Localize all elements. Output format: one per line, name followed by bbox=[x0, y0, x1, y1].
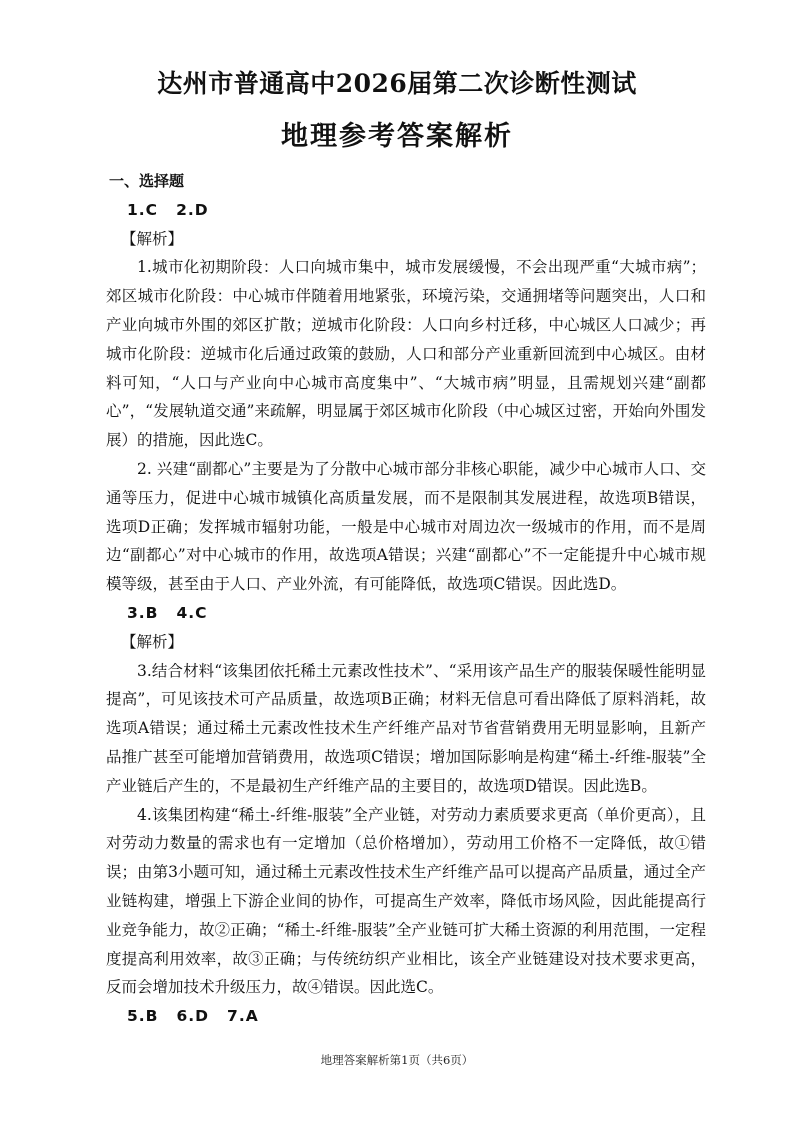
explanation-paragraph: 1.城市化初期阶段：人口向城市集中，城市发展缓慢，不会出现严重“大城市病”；郊区城市化阶段：中心城市伴随着用地紧张，环境污染，交通拥堵等问题突出，人口和产业向城市外围的郊区扩散；逆城市化阶段：人口向乡村迁移，中心城区人口减少；再城市化阶段：逆城市化后通过政策的鼓励，人口和部分产业重新回流到中心城区。由材料可知，“人口与产业向中心城市高度集中”、“大城市病”明显，且需规划兴建“副都心”，“发展轨道交通”来疏解，明显属于郊区城市化阶段（中心城区过密，开始向外围发展）的措施，因此选C。 bbox=[106, 258, 706, 450]
exam-title: 达州市普通高中2026届第二次诊断性测试 bbox=[157, 69, 637, 98]
answer-key: 1.C bbox=[127, 200, 159, 219]
answer-key: 6.D bbox=[176, 1007, 210, 1026]
document-body bbox=[106, 167, 706, 1031]
answer-line bbox=[106, 599, 706, 628]
answer-key: 7.A bbox=[227, 1007, 259, 1026]
document-subtitle: 地理参考答案解析 bbox=[281, 121, 513, 152]
answer-line bbox=[106, 1002, 706, 1031]
page-footer: 地理答案解析第1页（共6页） bbox=[320, 1053, 474, 1067]
explanation-paragraph: 2. 兴建“副都心”主要是为了分散中心城市部分非核心职能，减少中心城市人口、交通等压力，促进中心城市城镇化高质量发展，而不是限制其发展进程，故选项B错误，选项D正确；发挥城市辐射功能，一般是中心城市对周边次一级城市的作用，而不是周边“副都心”对中心城市的作用，故选项A错误；兴建“副都心”不一定能提升中心城市规模等级，甚至由于人口、产业外流，有可能降低，故选项C错误。因此选D。 bbox=[106, 459, 706, 594]
answer-key: 3.B bbox=[127, 603, 159, 622]
analysis-tag: 【解析】 bbox=[121, 632, 184, 651]
answer-key: 4.C bbox=[176, 603, 208, 622]
explanation-paragraph: 4.该集团构建“稀土-纤维-服装”全产业链，对劳动力素质要求更高（单价更高），且对劳动力数量的需求也有一定增加（总价格增加），劳动用工价格不一定降低，故①错误；由第3小题可知，通过稀土元素改性技术生产纤维产品可以提高产品质量，通过全产业链构建，增强上下游企业间的协作，可提高生产效率，降低市场风险，因此能提高行业竞争能力，故②正确；“稀土-纤维-服装”全产业链可扩大稀土资源的利用范围，一定程度提高利用效率，故③正确；与传统纺织产业相比，该全产业链建设对技术要求更高，反而会增加技术升级压力，故④错误。因此选C。 bbox=[106, 805, 706, 997]
explanation-paragraph: 3.结合材料“该集团依托稀土元素改性技术”、“采用该产品生产的服装保暖性能明显提高”，可见该技术可产品质量，故选项B正确；材料无信息可看出降低了原料消耗，故选项A错误；通过稀土元素改性技术生产纤维产品对节省营销费用无明显影响，且新产品推广甚至可能增加营销费用，故选项C错误；增加国际影响是构建“稀土-纤维-服装”全产业链后产生的，不是最初生产纤维产品的主要目的，故选项D错误。因此选B。 bbox=[106, 661, 706, 795]
analysis-tag: 【解析】 bbox=[121, 229, 184, 248]
answer-key: 5.B bbox=[127, 1007, 159, 1026]
answer-line bbox=[106, 196, 706, 225]
answer-key: 2.D bbox=[176, 200, 209, 219]
section-heading: 一、选择题 bbox=[109, 172, 185, 190]
